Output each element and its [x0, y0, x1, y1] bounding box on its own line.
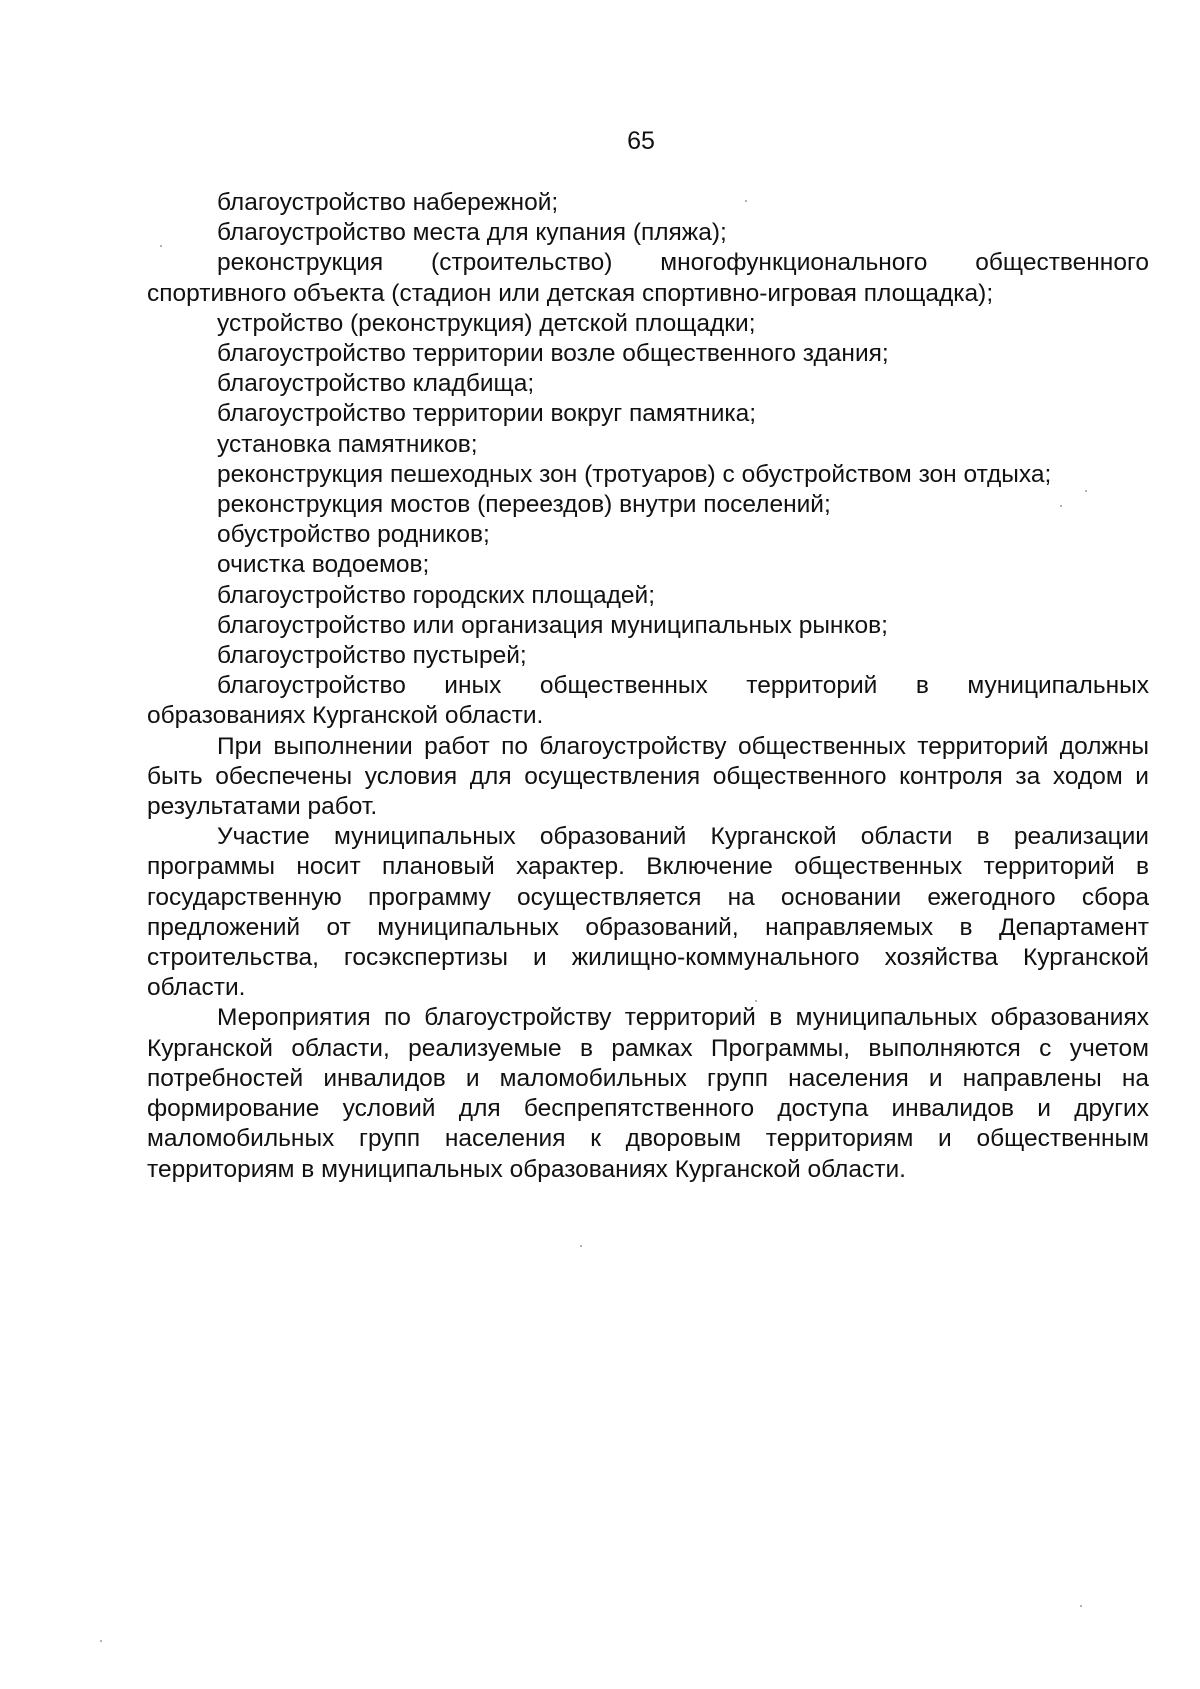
list-item: благоустройство пустырей;	[217, 642, 527, 670]
list-item: установка памятников;	[217, 430, 478, 458]
list-item: благоустройство или организация муниципальных рынков;	[217, 611, 888, 639]
paragraph-accessibility: Мероприятия по благоустройству территорий в муниципальных образованиях Курганской области, реализуемые в рамках Программы, выполняются с учетом потребностей инвалидов и маломобильных групп населения и направлены на формирование условий для беспрепятственного доступа инвалидов и других маломобильных групп населения к дворовым территориям и общественным территориям в муниципальных образованиях Курганской области.	[147, 1004, 1149, 1183]
scan-speck	[1080, 1605, 1082, 1607]
list-item: благоустройство иных общественных территорий в муниципальных образованиях Курганской области.	[147, 672, 1149, 730]
list-item: реконструкция мостов (переездов) внутри поселений;	[217, 491, 831, 519]
page-number: 65	[627, 127, 655, 155]
paragraph-public-control: При выполнении работ по благоустройству общественных территорий должны быть обеспечены условия для осуществления общественного контроля за ходом и результатами работ.	[147, 732, 1149, 821]
scan-speck	[745, 200, 747, 202]
scan-speck	[580, 1245, 582, 1247]
list-item: благоустройство кладбища;	[217, 370, 535, 398]
scan-speck	[755, 1000, 757, 1002]
scan-speck	[1085, 490, 1087, 492]
paragraph-municipal-participation: Участие муниципальных образований Курганской области в реализации программы носит плановый характер. Включение общественных территорий в государственную программу осуществляется на основании ежегодного сбора предложений от муниципальных образований, направляемых в Департамент строительства, госэкспертизы и жилищно-коммунального хозяйства Курганской области.	[147, 823, 1149, 1002]
scan-speck	[100, 1640, 102, 1642]
list-item: благоустройство территории вокруг памятника;	[217, 400, 757, 428]
list-item: очистка водоемов;	[217, 551, 430, 579]
document-body	[147, 188, 1149, 1185]
list-item: реконструкция (строительство) многофункционального общественного спортивного объекта (стадион или детская спортивно-игровая площадка);	[147, 249, 1149, 307]
list-item: реконструкция пешеходных зон (тротуаров) с обустройством зон отдыха;	[217, 460, 1052, 488]
list-item: обустройство родников;	[217, 521, 490, 549]
scan-speck	[160, 245, 162, 247]
list-item: благоустройство территории возле общественного здания;	[217, 340, 889, 368]
list-item: благоустройство городских площадей;	[217, 581, 656, 609]
list-item: устройство (реконструкция) детской площадки;	[217, 309, 756, 337]
scan-speck	[1060, 505, 1062, 507]
list-item: благоустройство места для купания (пляжа);	[217, 219, 727, 247]
list-item: благоустройство набережной;	[217, 189, 559, 216]
